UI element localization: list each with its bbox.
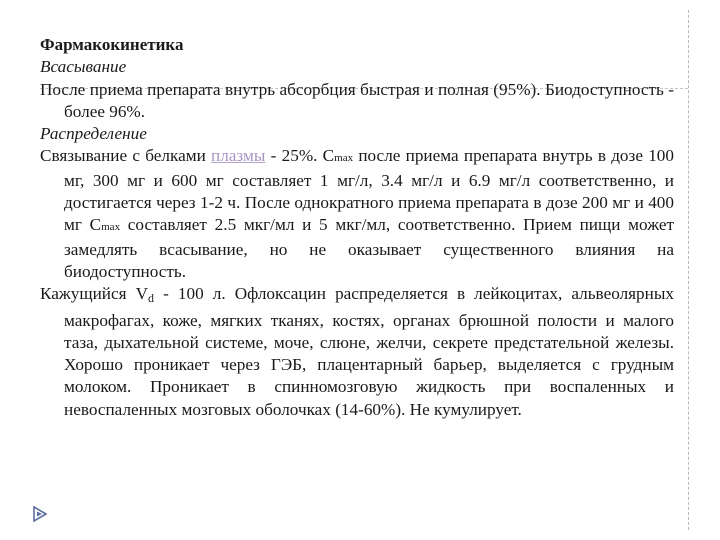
cmax-text-1: - 25%. C: [265, 146, 335, 166]
vd-subscript: d: [148, 291, 154, 306]
distribution-heading: Распределение: [40, 124, 147, 144]
dose-text: после приема препарата внутрь в дозе 100 мг, 300 мг и 600 мг составляет 1 мг/л, 3.4 мг/л и 6.9 мг/л соответственно, и достигается через 1-2 ч. После однократного приема препарата в дозе 200 мг и 400 мг C: [64, 146, 674, 235]
absorption-heading: Всасывание: [40, 57, 127, 77]
slide-title: Фармакокинетика: [40, 35, 184, 54]
triangle-bullet-icon: [33, 506, 47, 522]
food-effect-text: составляет 2.5 мкг/мл и 5 мкг/мл, соответственно. Прием пищи может замедлять всасывание, но не оказывает существенного влияния на биодоступность.: [64, 215, 674, 281]
volume-distribution-paragraph: [40, 283, 674, 421]
plasma-link[interactable]: плазмы: [211, 146, 266, 166]
vertical-divider: [688, 10, 689, 530]
cmax-subscript-1: max: [334, 152, 354, 165]
absorption-text: После приема препарата внутрь абсорбция быстрая и полная (95%). Биодоступность - более 96%.: [40, 79, 674, 121]
vd-text-start: Кажущийся V: [40, 284, 148, 304]
plasma-binding-text-start: Связывание с белками: [40, 146, 212, 166]
slide-content: [40, 34, 674, 421]
vd-text-rest: - 100 л. Офлоксацин распределяется в лейкоцитах, альвеолярных макрофагах, коже, мягких тканях, костях, органах брюшной полости и малого таза, дыхательной системе, моче, слюне, желчи, секрете предстательной железы. Хорошо проникает через ГЭБ, плацентарный барьер, выделяется с грудным молоком. Проникает в спинномозговую жидкость при воспаленных и невоспаленных мозговых оболочках (14-60%). Не кумулирует.: [64, 284, 674, 419]
cmax-subscript-2: max: [101, 221, 121, 234]
plasma-binding-paragraph: [40, 145, 674, 283]
